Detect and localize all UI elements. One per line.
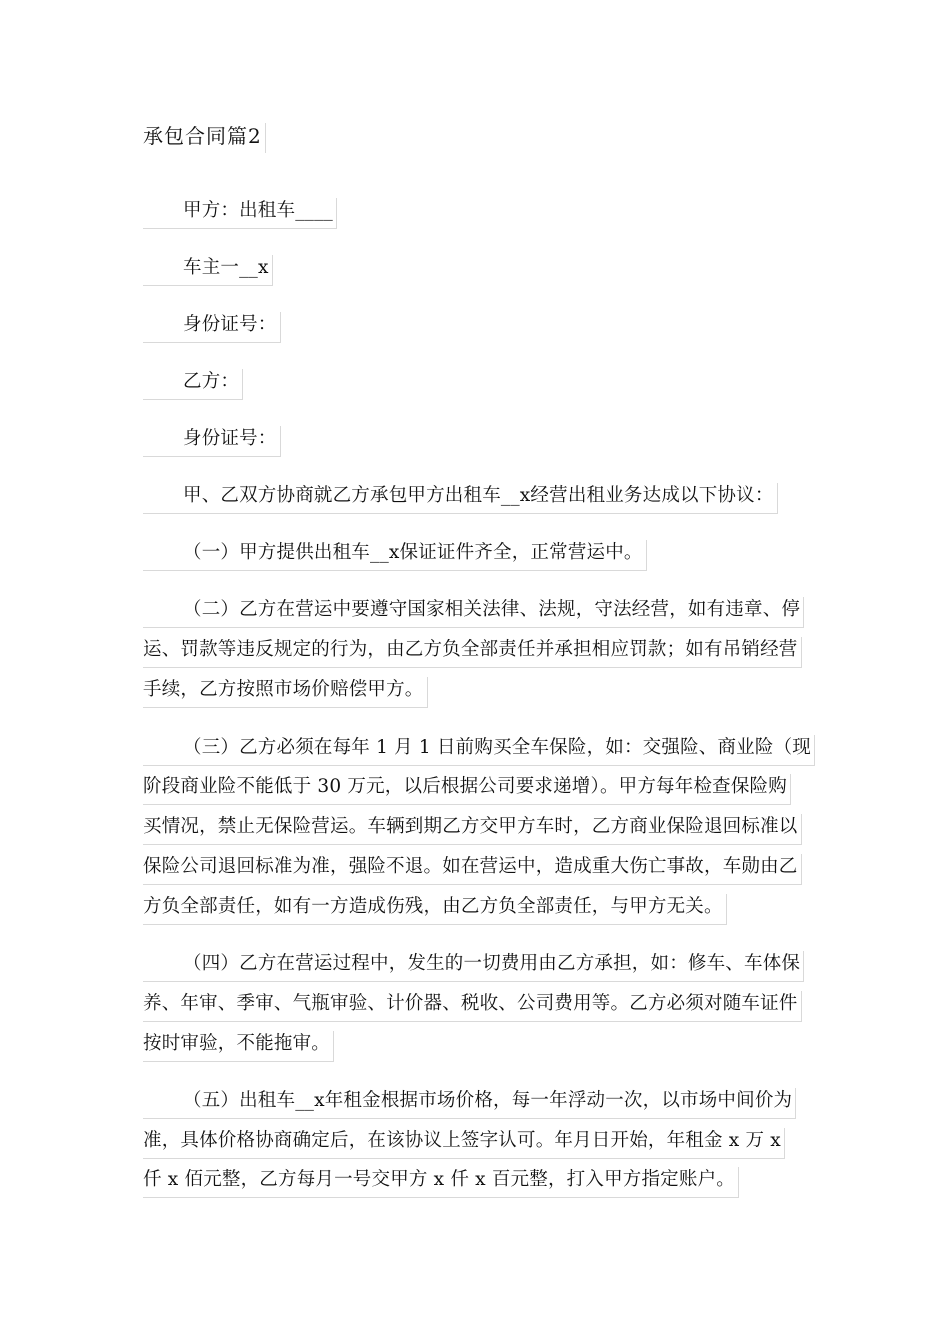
party-b-line: 乙方： <box>143 369 243 400</box>
clause-4-line: 按时审验，不能拖审。 <box>143 1031 334 1062</box>
agreement-intro: 甲、乙双方协商就乙方承包甲方出租车__x经营出租业务达成以下协议： <box>143 483 778 514</box>
id-number-a-line: 身份证号： <box>143 312 281 343</box>
clause-4-line: 养、年审、季审、气瓶审验、计价器、税收、公司费用等。乙方必须对随车证件 <box>143 991 802 1022</box>
clause-3-line: 保险公司退回标准为准，强险不退。如在营运中，造成重大伤亡事故，车勋由乙 <box>143 854 802 885</box>
clause-2-line: （二）乙方在营运中要遵守国家相关法律、法规，守法经营，如有违章、停 <box>143 597 804 628</box>
clause-4-line: （四）乙方在营运过程中，发生的一切费用由乙方承担，如：修车、车体保 <box>143 951 804 982</box>
clause-3-line: 买情况，禁止无保险营运。车辆到期乙方交甲方车时，乙方商业保险退回标准以 <box>143 814 802 845</box>
clause-5-line: 仟 x 佰元整，乙方每月一号交甲方 x 仟 x 百元整，打入甲方指定账户。 <box>143 1167 739 1198</box>
clause-1-line: （一）甲方提供出租车__x保证证件齐全，正常营运中。 <box>143 540 647 571</box>
party-a-line: 甲方：出租车____ <box>143 198 337 229</box>
clause-3-line: 方负全部责任，如有一方造成伤残，由乙方负全部责任，与甲方无关。 <box>143 894 727 925</box>
id-number-b-line: 身份证号： <box>143 426 281 457</box>
clause-3-line: 阶段商业险不能低于 30 万元，以后根据公司要求递增）。甲方每年检查保险购 <box>143 774 791 805</box>
clause-5-line: （五）出租车__x年租金根据市场价格，每一年浮动一次，以市场中间价为 <box>143 1088 796 1119</box>
clause-2-line: 运、罚款等违反规定的行为，由乙方负全部责任并承担相应罚款；如有吊销经营 <box>143 637 802 668</box>
document-title: 承包合同篇2 <box>143 123 266 153</box>
owner-line: 车主一__x <box>143 255 273 286</box>
clause-3-line: （三）乙方必须在每年 1 月 1 日前购买全车保险，如：交强险、商业险（现 <box>143 735 815 766</box>
clause-2-line: 手续，乙方按照市场价赔偿甲方。 <box>143 677 428 708</box>
clause-5-line: 准，具体价格协商确定后，在该协议上签字认可。年月日开始，年租金 x 万 x <box>143 1128 785 1159</box>
